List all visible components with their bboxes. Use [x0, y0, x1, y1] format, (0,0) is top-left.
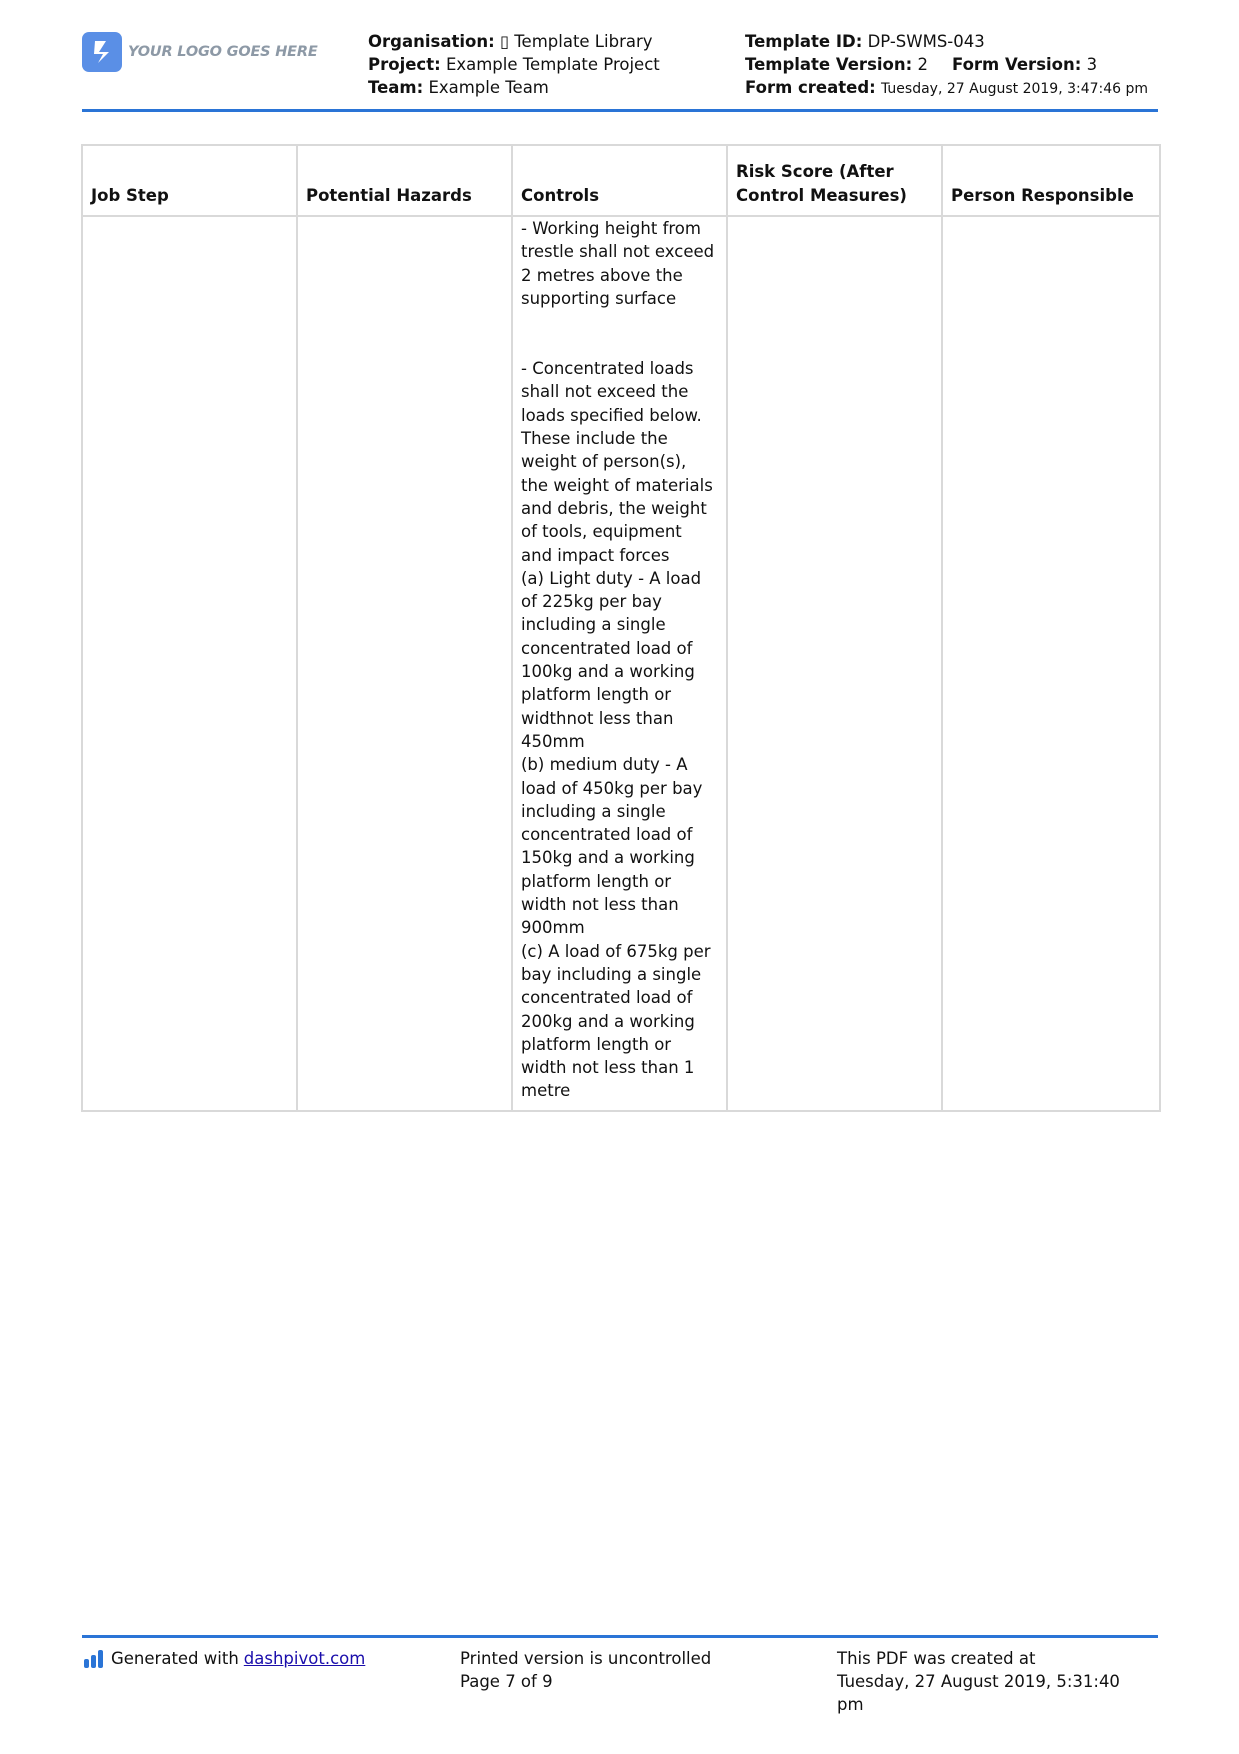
created-line-3: pm	[837, 1695, 864, 1714]
controls-line: 150kg and a working	[521, 848, 695, 868]
controls-line: the weight of materials	[521, 475, 713, 495]
controls-spacer	[521, 310, 718, 357]
table-row	[82, 216, 1160, 1111]
controls-line: concentrated load of	[521, 638, 693, 658]
uncontrolled-notice: Printed version is uncontrolled	[460, 1649, 712, 1668]
controls-line: concentrated load of	[521, 825, 693, 845]
page-number: Page 7 of 9	[460, 1672, 553, 1691]
controls-line: platform length or	[521, 871, 672, 891]
form-created-value: Tuesday, 27 August 2019, 3:47:46 pm	[881, 81, 1149, 97]
col-header-controls: Controls	[512, 145, 727, 216]
logo-icon	[82, 32, 122, 72]
controls-line: widthnot less than	[521, 708, 674, 728]
footer-generated	[84, 1647, 365, 1670]
header-meta-right	[745, 30, 1148, 101]
controls-line: supporting surface	[521, 288, 677, 308]
team-label: Team:	[368, 78, 424, 97]
created-line-2: Tuesday, 27 August 2019, 5:31:40	[837, 1672, 1120, 1691]
controls-line: (b) medium duty - A	[521, 755, 688, 775]
swms-table	[81, 144, 1161, 1112]
template-id-label: Template ID:	[745, 32, 863, 51]
controls-line: - Concentrated loads	[521, 359, 694, 379]
footer-created	[837, 1647, 1157, 1716]
form-version-label: Form Version:	[951, 55, 1082, 74]
controls-line: These include the	[521, 429, 668, 449]
header-divider	[82, 109, 1158, 112]
controls-block-loads	[521, 357, 718, 1103]
form-created-label: Form created:	[745, 78, 876, 97]
controls-line: weight of person(s),	[521, 452, 687, 472]
controls-line: platform length or	[521, 685, 672, 705]
cell-controls	[512, 216, 727, 1111]
controls-line: including a single	[521, 801, 666, 821]
footer-page-info	[460, 1647, 711, 1693]
controls-line: concentrated load of	[521, 988, 693, 1008]
controls-line: metre	[521, 1081, 571, 1101]
header-meta-left	[368, 30, 660, 99]
dashpivot-link[interactable]: dashpivot.com	[243, 1649, 366, 1668]
controls-line: load of 450kg per bay	[521, 778, 703, 798]
organisation-value: ▯ Template Library	[499, 32, 653, 51]
team-value: Example Team	[428, 78, 549, 97]
logo-text: YOUR LOGO GOES HERE	[128, 44, 318, 60]
footer-divider	[82, 1635, 1158, 1638]
controls-line: - Working height from	[521, 219, 701, 238]
controls-line: of 225kg per bay	[521, 592, 662, 612]
generated-prefix: Generated with	[111, 1649, 239, 1668]
project-label: Project:	[368, 55, 441, 74]
controls-line: platform length or	[521, 1034, 672, 1054]
cell-person-responsible	[942, 216, 1160, 1111]
form-version-value: 3	[1086, 55, 1098, 74]
cell-job-step	[82, 216, 297, 1111]
template-version-value: 2	[917, 55, 928, 74]
controls-line: 2 metres above the	[521, 265, 683, 285]
controls-line: 450mm	[521, 731, 585, 751]
controls-line: width not less than 1	[521, 1058, 695, 1078]
controls-line: width not less than	[521, 895, 679, 915]
organisation-label: Organisation:	[368, 32, 495, 51]
controls-line: bay including a single	[521, 964, 702, 984]
controls-block-working-height	[521, 217, 718, 310]
template-version-label: Template Version:	[745, 55, 913, 74]
controls-line: and impact forces	[521, 545, 670, 565]
controls-line: 200kg and a working	[521, 1011, 695, 1031]
controls-line: including a single	[521, 615, 666, 635]
col-header-risk-score: Risk Score (After Control Measures)	[727, 145, 942, 216]
company-logo	[82, 32, 318, 72]
table-header-row	[82, 145, 1160, 216]
col-header-person-responsible: Person Responsible	[942, 145, 1160, 216]
dashpivot-bars-icon	[84, 1650, 103, 1668]
created-line-1: This PDF was created at	[837, 1649, 1036, 1668]
controls-line: (a) Light duty - A load	[521, 568, 702, 588]
controls-line: loads specified below.	[521, 405, 702, 425]
controls-line: 100kg and a working	[521, 662, 695, 682]
controls-line: 900mm	[521, 918, 585, 938]
controls-line: shall not exceed the	[521, 382, 689, 402]
controls-line: trestle shall not exceed	[521, 242, 715, 262]
cell-risk-score	[727, 216, 942, 1111]
controls-line: (c) A load of 675kg per	[521, 941, 711, 961]
project-value: Example Template Project	[445, 55, 660, 74]
controls-line: of tools, equipment	[521, 522, 682, 542]
col-header-potential-hazards: Potential Hazards	[297, 145, 512, 216]
col-header-job-step: Job Step	[82, 145, 297, 216]
cell-potential-hazards	[297, 216, 512, 1111]
controls-line: and debris, the weight	[521, 498, 707, 518]
template-id-value: DP-SWMS-043	[867, 32, 985, 51]
